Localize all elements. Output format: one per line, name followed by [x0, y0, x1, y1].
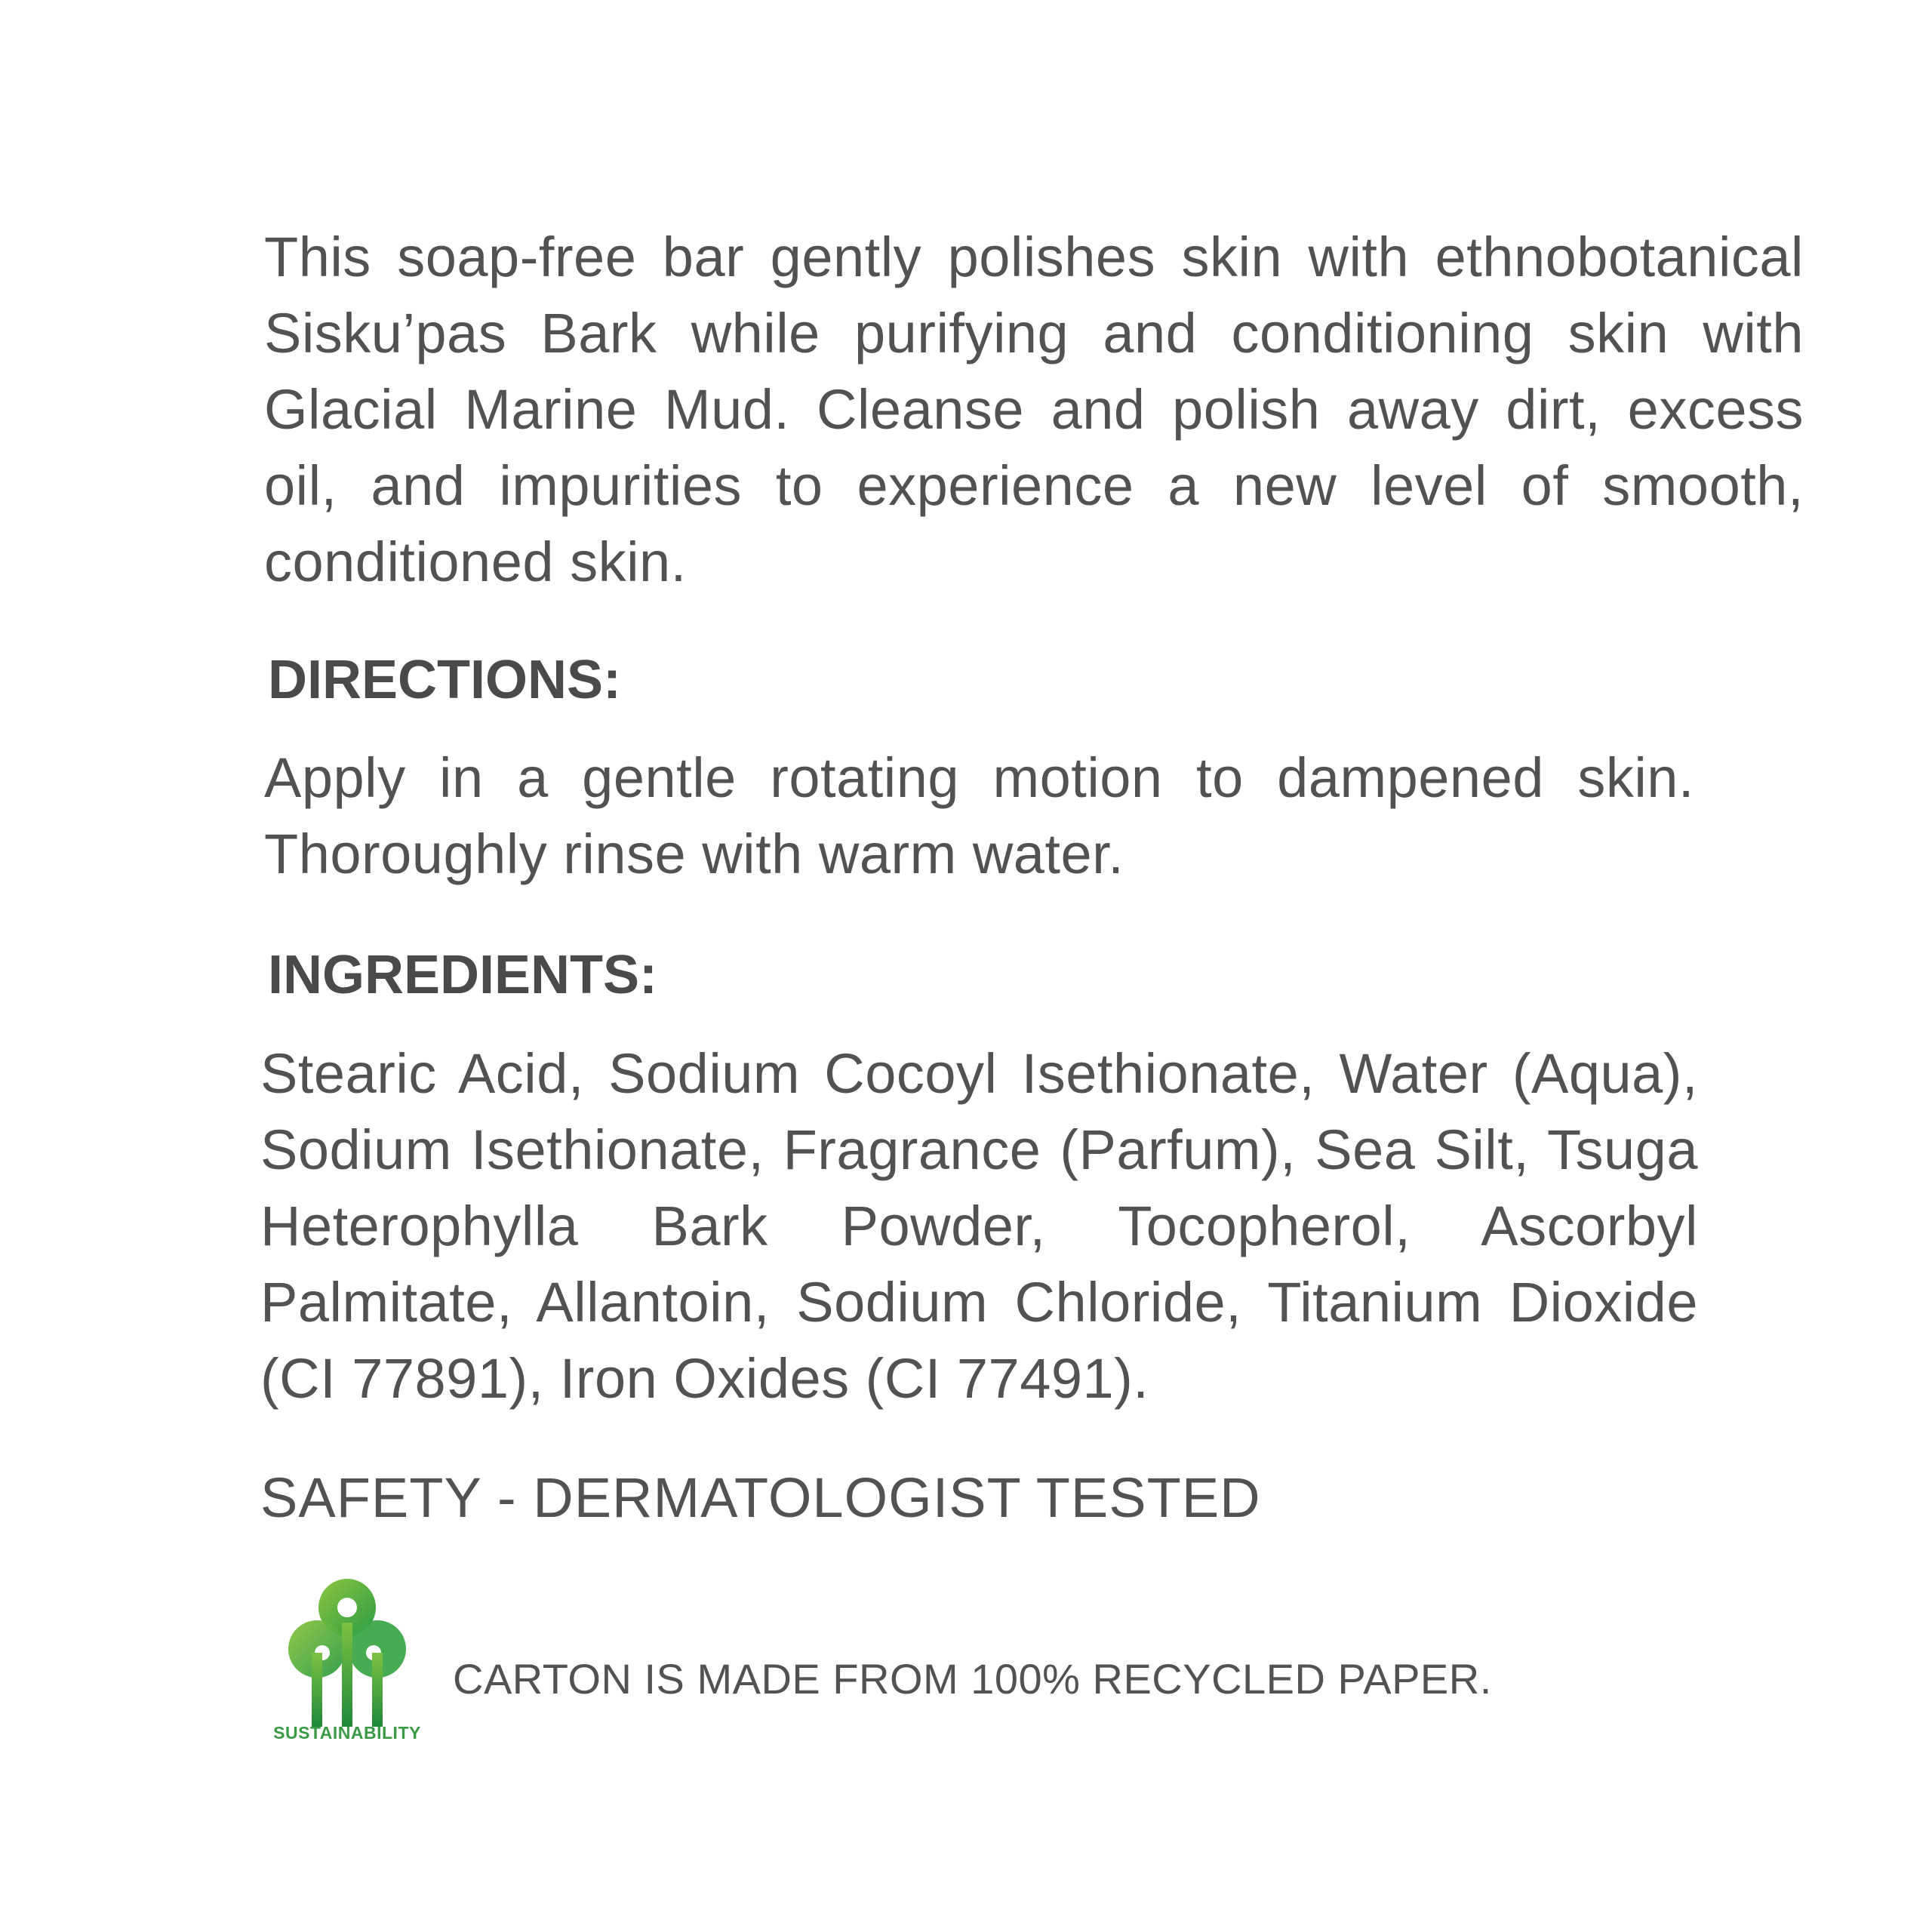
- product-description: This soap-free bar gently polishes skin with ethnobotanical Sisku’pas Bark while purifying and conditioning skin with Glacial Marine Mud. Cleanse and polish away dirt, excess oil, and impurities to experience a new level of smooth, conditioned skin.: [264, 226, 1804, 593]
- directions-text: Apply in a gentle rotating motion to dampened skin. Thoroughly rinse with warm water.: [264, 746, 1694, 885]
- directions-heading: DIRECTIONS:: [268, 650, 621, 710]
- ingredients-heading: INGREDIENTS:: [268, 945, 658, 1005]
- ingredients-text: Stearic Acid, Sodium Cocoyl Isethionate, Water (Aqua), Sodium Isethionate, Fragrance (Parfum), Sea Silt, Tsuga Heterophylla Bark Powder, Tocopherol, Ascorbyl Palmitate, Allantoin, Sodium Chloride, Titanium Dioxide (CI 77891), Iron Oxides (CI 77491).: [260, 1042, 1698, 1410]
- safety-statement: SAFETY - DERMATOLOGIST TESTED: [260, 1466, 1261, 1529]
- carton-recycled-note: CARTON IS MADE FROM 100% RECYCLED PAPER.: [453, 1655, 1492, 1703]
- sustainability-label: SUSTAINABILITY: [273, 1723, 421, 1743]
- tree-icon: [268, 1577, 426, 1774]
